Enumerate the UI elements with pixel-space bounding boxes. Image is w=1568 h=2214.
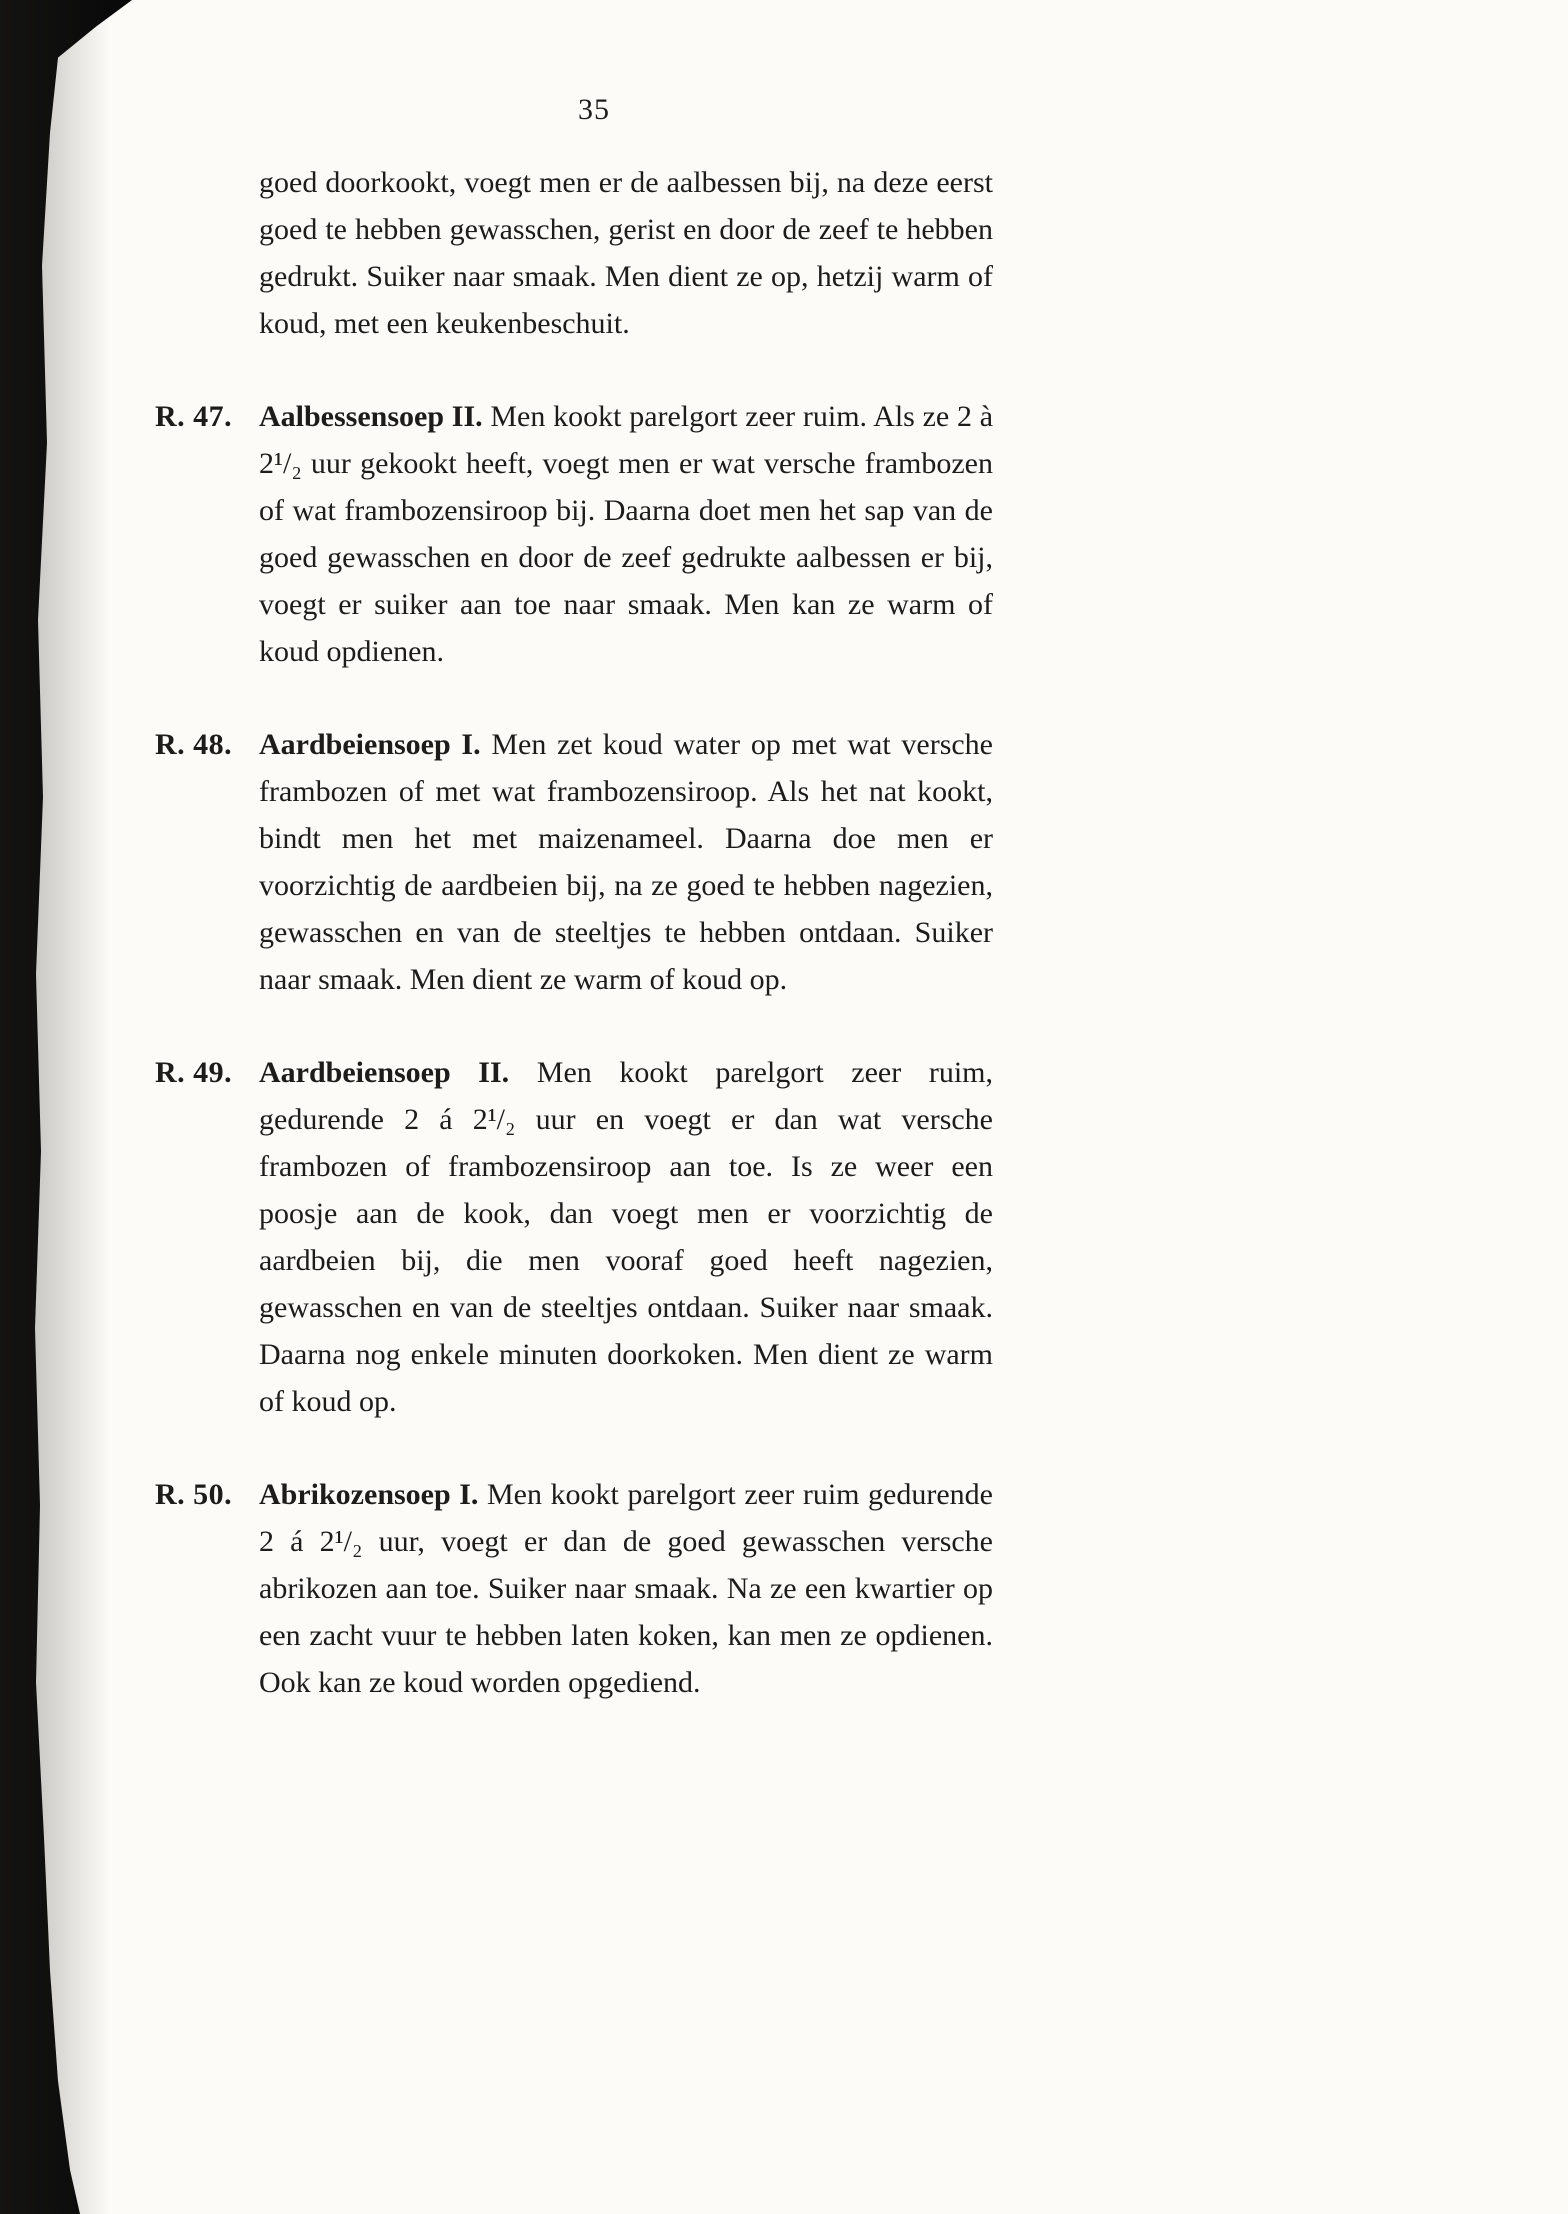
intro-paragraph: goed doorkookt, voegt men er de aalbessen bij, na deze eerst goed te hebben gewasschen, gerist en door de zeef te hebben gedrukt. Suiker naar smaak. Men dient ze op, hetzij warm of koud, met een keukenbeschuit. [259,166,993,340]
recipe-title: Aalbessensoep II. [259,400,483,433]
recipe-body: Men zet koud water op met wat versche frambozen of met wat frambozensiroop. Als het nat kookt, bindt men het met maizenameel. Daarna doe men er voorzichtig de aardbeien bij, na ze goed te hebben nagezien, gewasschen en van de steeltjes te hebben ontdaan. Suiker naar smaak. Men dient ze warm of koud op. [259,728,993,996]
page-number: 35 [578,93,610,126]
recipe-body: Men kookt parelgort zeer ruim gedurende 2 á 2¹/₂ uur, voegt er dan de goed gewasschen versche abrikozen aan toe. Suiker naar smaak. Na ze een kwartier op een zacht vuur te hebben laten koken, kan men ze opdienen. Ook kan ze koud worden opgediend. [259,1478,993,1699]
scan-binding-shadow [0,0,150,2214]
recipe-label: R. 50. [155,1478,233,1511]
recipe-label: R. 48. [155,728,233,761]
page-content [155,86,993,1706]
recipe-entry [155,1049,993,1425]
recipe-text [259,393,993,675]
recipe-entry [155,1471,993,1706]
recipe-body: Men kookt parelgort zeer ruim. Als ze 2 à 2¹/₂ uur gekookt heeft, voegt men er wat versche frambozen of wat frambozensiroop bij. Daarna doet men het sap van de goed gewasschen en door de zeef gedrukte aalbessen er bij, voegt er suiker aan toe naar smaak. Men kan ze warm of koud opdienen. [259,400,994,668]
recipe-body: Men kookt parelgort zeer ruim, gedurende 2 á 2¹/₂ uur en voegt er dan wat versche frambozen of frambozensiroop aan toe. Is ze weer een poosje aan de kook, dan voegt men er voorzichtig de aardbeien bij, die men vooraf goed heeft nagezien, gewasschen en van de steeltjes ontdaan. Suiker naar smaak. Daarna nog enkele minuten doorkoken. Men dient ze warm of koud op. [259,1056,994,1418]
recipe-title: Abrikozensoep I. [259,1478,479,1511]
recipe-label: R. 47. [155,400,233,433]
recipe-title: Aardbeiensoep II. [259,1056,510,1089]
recipe-title: Aardbeiensoep I. [259,728,481,761]
recipe-entry [155,721,993,1003]
recipe-entry [155,393,993,675]
recipe-text [259,721,993,1003]
recipe-text [259,1049,993,1425]
recipe-text [259,1471,993,1706]
recipe-label: R. 49. [155,1056,233,1089]
